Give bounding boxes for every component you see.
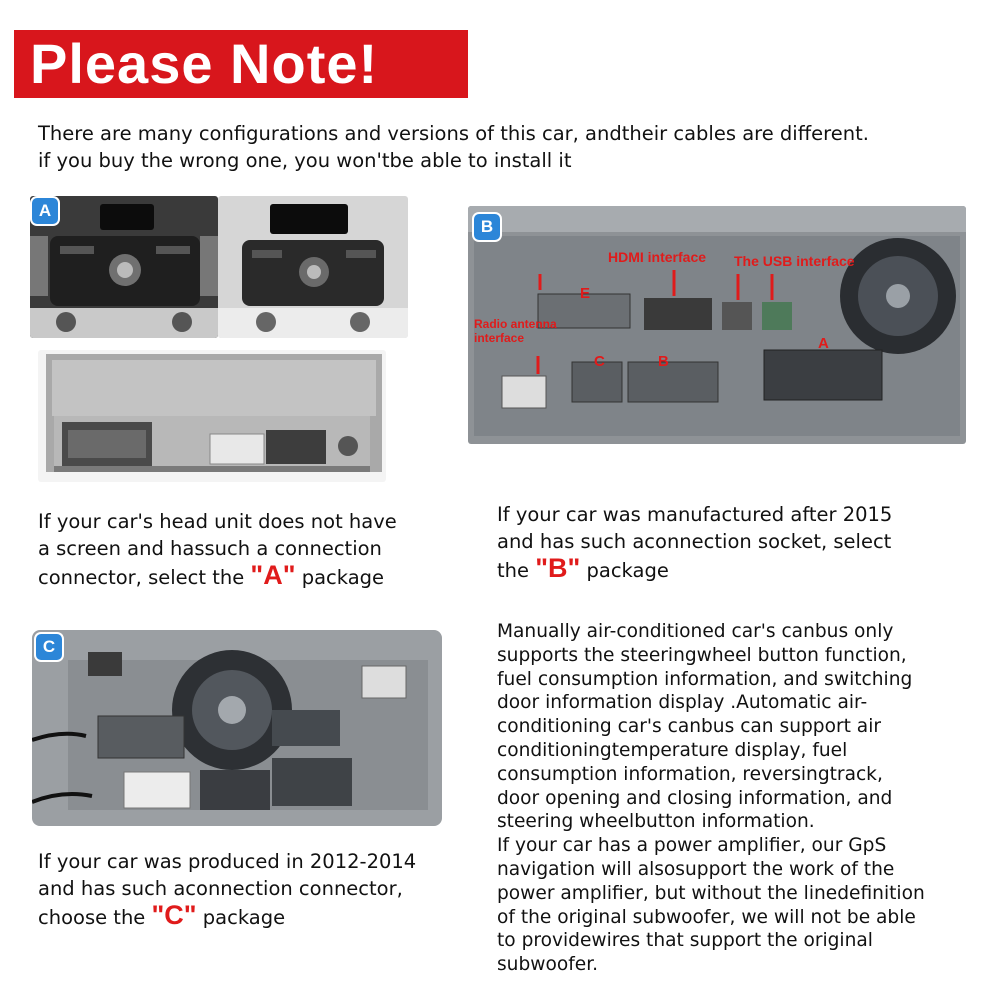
rear-connectors-photo (468, 206, 966, 444)
head-unit-photo (38, 350, 386, 482)
caption-b-line: If your car was manufactured after 2015 (497, 503, 893, 526)
caption-a-line: If your car's head unit does not have (38, 510, 397, 533)
connector-b-label: B (658, 353, 669, 370)
banner-title: Please Note! (30, 32, 379, 95)
dashboard-photo (30, 196, 218, 338)
package-c-label: "C" (151, 900, 197, 930)
body-line: consumption information, reversingtrack, (497, 763, 883, 785)
intro-line: if you buy the wrong one, you won'tbe able to install it (38, 149, 572, 172)
body-line: If your car has a power amplifier, our GpS (497, 835, 887, 857)
body-line: steering wheelbutton information. (497, 811, 815, 833)
body-line: conditioningtemperature display, fuel (497, 739, 848, 761)
intro-line: There are many configurations and versions of this car, andtheir cables are different. (38, 122, 869, 145)
package-b-label: "B" (535, 553, 581, 583)
body-line: door information display .Automatic air- (497, 692, 868, 714)
caption-text: package (295, 566, 385, 589)
caption-text: connector, select the (38, 566, 251, 589)
panel-a-badge: A (32, 198, 58, 224)
panel-a-photo-head-unit (38, 350, 386, 482)
body-line: fuel consumption information, and switching (497, 668, 913, 690)
panel-a-photo-dash-left (30, 196, 218, 338)
caption-c-line: and has such aconnection connector, (38, 877, 403, 900)
panel-b-photo-connectors (468, 206, 966, 444)
body-line: to providewires that support the original (497, 930, 873, 952)
connector-photo (32, 630, 442, 826)
caption-b (497, 501, 892, 584)
body-line: of the original subwoofer, we will not be able (497, 906, 916, 928)
caption-a (38, 508, 397, 591)
body-line: subwoofer. (497, 954, 599, 976)
connector-e-label: E (580, 285, 591, 302)
caption-c-line (38, 902, 416, 931)
caption-c-line: If your car was produced in 2012-2014 (38, 850, 417, 873)
caption-c (38, 848, 416, 931)
panel-c-photo-connectors (32, 630, 442, 826)
intro-text (38, 120, 869, 174)
radio-antenna-label: Radio antenna (474, 317, 557, 331)
caption-text: the (497, 559, 536, 582)
caption-b-line (497, 555, 892, 584)
caption-a-line: a screen and hassuch a connection (38, 537, 382, 560)
usb-interface-label: The USB interface (734, 253, 855, 269)
body-line: Manually air-conditioned car's canbus only (497, 621, 894, 642)
body-line: power amplifier, but without the linedefinition (497, 882, 925, 904)
radio-antenna-label-2: interface (474, 331, 525, 345)
dashboard-photo (218, 196, 408, 338)
body-line: conditioning car's canbus can support air (497, 716, 882, 738)
caption-b-line: and has such aconnection socket, select (497, 530, 892, 553)
canbus-info-text (497, 620, 925, 977)
panel-c-badge: C (36, 634, 62, 660)
body-line: navigation will alsosupport the work of the (497, 858, 895, 880)
body-line: door opening and closing information, and (497, 787, 893, 809)
caption-text: package (196, 906, 286, 929)
caption-text: choose the (38, 906, 152, 929)
caption-a-line (38, 562, 397, 591)
connector-a-label: A (818, 335, 829, 352)
panel-b-badge: B (474, 214, 500, 240)
hdmi-interface-label: HDMI interface (608, 249, 707, 265)
connector-c-label: C (594, 353, 605, 370)
panel-a-photo-dash-right (218, 196, 408, 338)
body-line: supports the steeringwheel button function, (497, 644, 907, 666)
caption-text: package (580, 559, 669, 582)
package-a-label: "A" (250, 560, 296, 590)
